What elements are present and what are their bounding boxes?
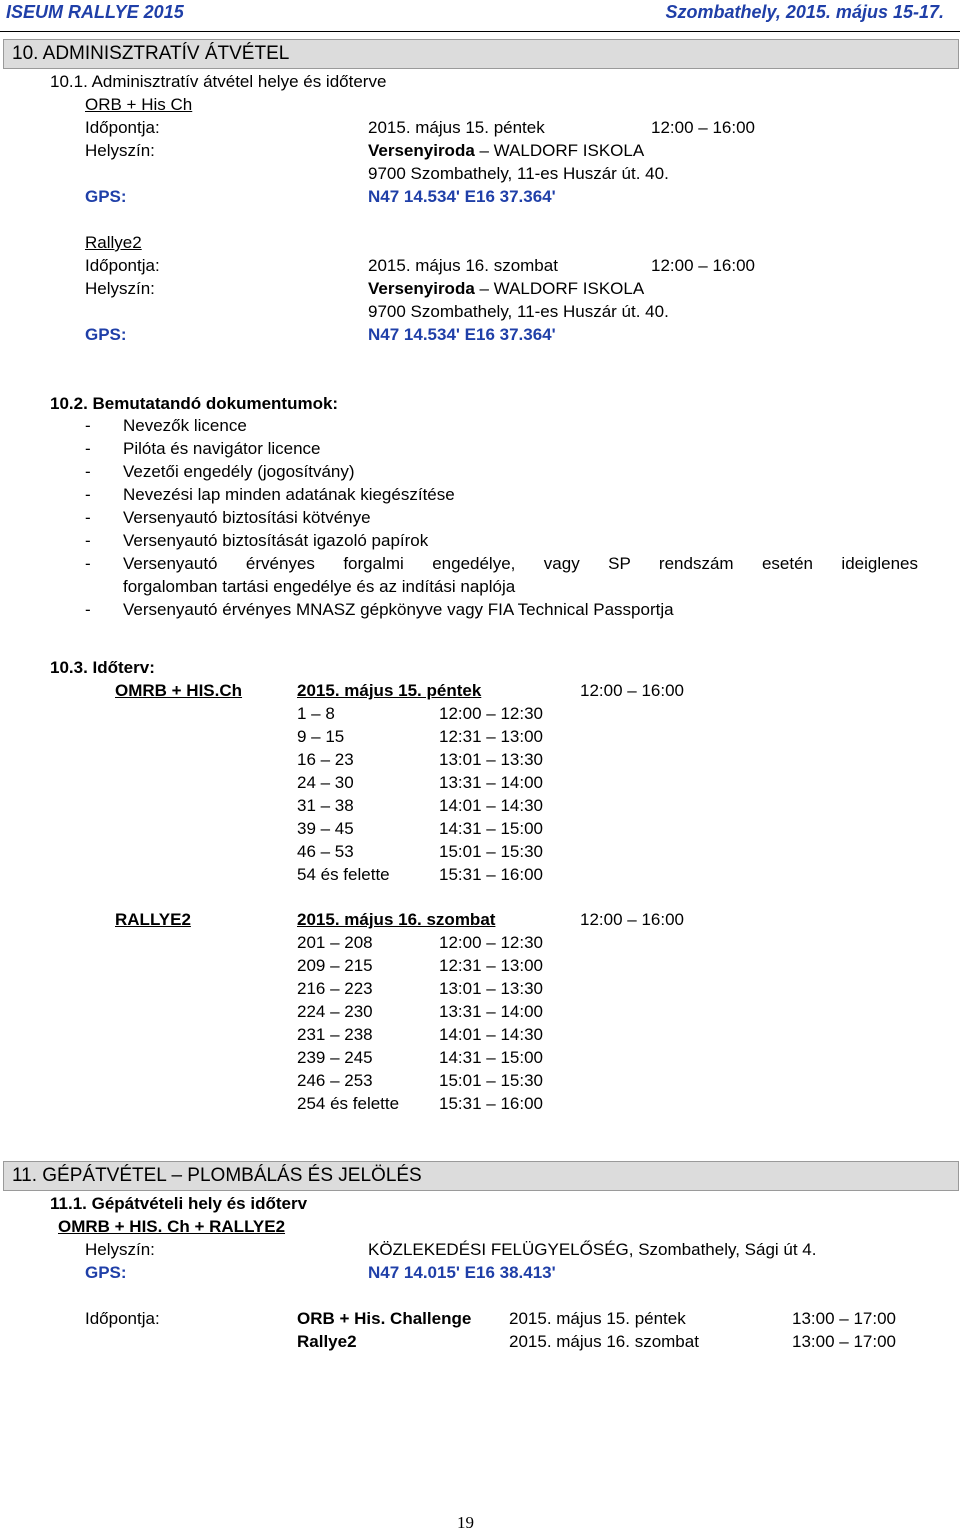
schedule-group-name: RALLYE2 bbox=[115, 910, 191, 929]
inspection-place: KÖZLEKEDÉSI FELÜGYELŐSÉG, Szombathely, Sági út 4. bbox=[368, 1240, 817, 1259]
doc-item: - Vezetői engedély (jogosítvány) bbox=[85, 462, 355, 481]
subsection-11-1-title: 11.1. Gépátvételi hely és időterv bbox=[50, 1194, 308, 1213]
g1-gps-label: GPS: bbox=[85, 187, 127, 206]
g1-place-name: Versenyiroda bbox=[368, 141, 475, 160]
schedule-row-time: 14:31 – 15:00 bbox=[439, 819, 543, 838]
inspection-row-time: 13:00 – 17:00 bbox=[792, 1309, 896, 1328]
schedule-row-time: 13:31 – 14:00 bbox=[439, 1002, 543, 1021]
schedule-row-time: 15:31 – 16:00 bbox=[439, 1094, 543, 1113]
inspection-place-label: Helyszín: bbox=[85, 1240, 155, 1259]
schedule-row-numbers: 9 – 15 bbox=[297, 727, 345, 746]
schedule-row-numbers: 1 – 8 bbox=[297, 704, 335, 723]
g2-time: 12:00 – 16:00 bbox=[651, 256, 755, 275]
doc-item: - Versenyautó biztosítási kötvénye bbox=[85, 508, 371, 527]
g2-place-name: Versenyiroda bbox=[368, 279, 475, 298]
g2-place-label: Helyszín: bbox=[85, 279, 155, 298]
schedule-row-numbers: 201 – 208 bbox=[297, 933, 373, 952]
g1-place-label: Helyszín: bbox=[85, 141, 155, 160]
g1-gps: N47 14.534' E16 37.364' bbox=[368, 187, 556, 206]
inspection-row-date: 2015. május 15. péntek bbox=[509, 1309, 686, 1328]
g2-place-rest: – WALDORF ISKOLA bbox=[474, 279, 645, 298]
schedule-row-time: 15:31 – 16:00 bbox=[439, 865, 543, 884]
g1-place bbox=[368, 140, 644, 161]
schedule-row-numbers: 224 – 230 bbox=[297, 1002, 373, 1021]
schedule-row-time: 14:01 – 14:30 bbox=[439, 1025, 543, 1044]
schedule-row-time: 14:01 – 14:30 bbox=[439, 796, 543, 815]
subsection-10-1-title: 10.1. Adminisztratív átvétel helye és időterve bbox=[50, 72, 387, 91]
schedule-row-numbers: 209 – 215 bbox=[297, 956, 373, 975]
inspection-time-label: Időpontja: bbox=[85, 1309, 160, 1328]
header-title: ISEUM RALLYE 2015 bbox=[6, 2, 184, 22]
g2-gps: N47 14.534' E16 37.364' bbox=[368, 325, 556, 344]
g1-time-label: Időpontja: bbox=[85, 118, 160, 137]
page-number: 19 bbox=[457, 1513, 474, 1532]
schedule-row-numbers: 254 és felette bbox=[297, 1094, 400, 1113]
schedule-row-time: 14:31 – 15:00 bbox=[439, 1048, 543, 1067]
inspection-group: OMRB + HIS. Ch + RALLYE2 bbox=[58, 1217, 286, 1236]
schedule-row-time: 13:01 – 13:30 bbox=[439, 979, 543, 998]
schedule-row-time: 12:31 – 13:00 bbox=[439, 956, 543, 975]
inspection-gps-label: GPS: bbox=[85, 1263, 127, 1282]
schedule-row-time: 12:00 – 12:30 bbox=[439, 704, 543, 723]
doc-item: - Versenyautó érvényes MNASZ gépkönyve vagy FIA Technical Passportja bbox=[85, 600, 674, 619]
doc-item: - Pilóta és navigátor licence bbox=[85, 439, 321, 458]
g1-place-rest: – WALDORF ISKOLA bbox=[474, 141, 645, 160]
schedule-row-time: 12:31 – 13:00 bbox=[439, 727, 543, 746]
header-rule bbox=[0, 31, 960, 32]
subsection-10-3-title: 10.3. Időterv: bbox=[50, 658, 155, 677]
schedule-row-time: 15:01 – 15:30 bbox=[439, 1071, 543, 1090]
schedule-row-numbers: 31 – 38 bbox=[297, 796, 354, 815]
schedule-row-numbers: 46 – 53 bbox=[297, 842, 354, 861]
schedule-row-time: 13:31 – 14:00 bbox=[439, 773, 543, 792]
g2-gps-label: GPS: bbox=[85, 325, 127, 344]
schedule-row-numbers: 54 és felette bbox=[297, 865, 390, 884]
inspection-row-category: Rallye2 bbox=[297, 1332, 357, 1351]
g2-date: 2015. május 16. szombat bbox=[368, 256, 558, 275]
doc-item: - Nevezők licence bbox=[85, 416, 247, 435]
schedule-row-numbers: 231 – 238 bbox=[297, 1025, 373, 1044]
doc-item: - Versenyautó érvényes forgalmi engedélye, vagy SP rendszám esetén ideiglenes bbox=[85, 554, 918, 573]
schedule-group-name: OMRB + HIS.Ch bbox=[115, 681, 243, 700]
header-date: Szombathely, 2015. május 15-17. bbox=[665, 2, 944, 22]
schedule-row-time: 12:00 – 12:30 bbox=[439, 933, 543, 952]
schedule-row-numbers: 16 – 23 bbox=[297, 750, 354, 769]
section-10-title: 10. ADMINISZTRATÍV ÁTVÉTEL bbox=[12, 43, 290, 64]
schedule-group-time: 12:00 – 16:00 bbox=[580, 910, 684, 929]
g1-time: 12:00 – 16:00 bbox=[651, 118, 755, 137]
g2-place bbox=[368, 278, 644, 299]
doc-item: - Versenyautó biztosítását igazoló papírok bbox=[85, 531, 429, 550]
schedule-row-time: 15:01 – 15:30 bbox=[439, 842, 543, 861]
g1-name: ORB + His Ch bbox=[85, 95, 193, 114]
schedule-group-time: 12:00 – 16:00 bbox=[580, 681, 684, 700]
inspection-row-date: 2015. május 16. szombat bbox=[509, 1332, 699, 1351]
schedule-row-numbers: 216 – 223 bbox=[297, 979, 373, 998]
g1-address: 9700 Szombathely, 11-es Huszár út. 40. bbox=[368, 164, 669, 183]
doc-item: - Nevezési lap minden adatának kiegészítése bbox=[85, 485, 455, 504]
schedule-row-numbers: 24 – 30 bbox=[297, 773, 354, 792]
g2-address: 9700 Szombathely, 11-es Huszár út. 40. bbox=[368, 302, 669, 321]
schedule-row-numbers: 239 – 245 bbox=[297, 1048, 373, 1067]
schedule-row-numbers: 39 – 45 bbox=[297, 819, 354, 838]
doc-item-continuation: forgalomban tartási engedélye és az indítási naplója bbox=[123, 577, 516, 596]
subsection-10-2-title: 10.2. Bemutatandó dokumentumok: bbox=[50, 394, 339, 413]
inspection-row-time: 13:00 – 17:00 bbox=[792, 1332, 896, 1351]
schedule-group-date: 2015. május 15. péntek bbox=[297, 681, 482, 700]
inspection-gps: N47 14.015' E16 38.413' bbox=[368, 1263, 556, 1282]
g2-name: Rallye2 bbox=[85, 233, 142, 252]
schedule-row-numbers: 246 – 253 bbox=[297, 1071, 373, 1090]
schedule-group-date: 2015. május 16. szombat bbox=[297, 910, 496, 929]
schedule-row-time: 13:01 – 13:30 bbox=[439, 750, 543, 769]
inspection-row-category: ORB + His. Challenge bbox=[297, 1309, 472, 1328]
section-11-title: 11. GÉPÁTVÉTEL – PLOMBÁLÁS ÉS JELÖLÉS bbox=[12, 1165, 422, 1186]
g2-time-label: Időpontja: bbox=[85, 256, 160, 275]
g1-date: 2015. május 15. péntek bbox=[368, 118, 545, 137]
